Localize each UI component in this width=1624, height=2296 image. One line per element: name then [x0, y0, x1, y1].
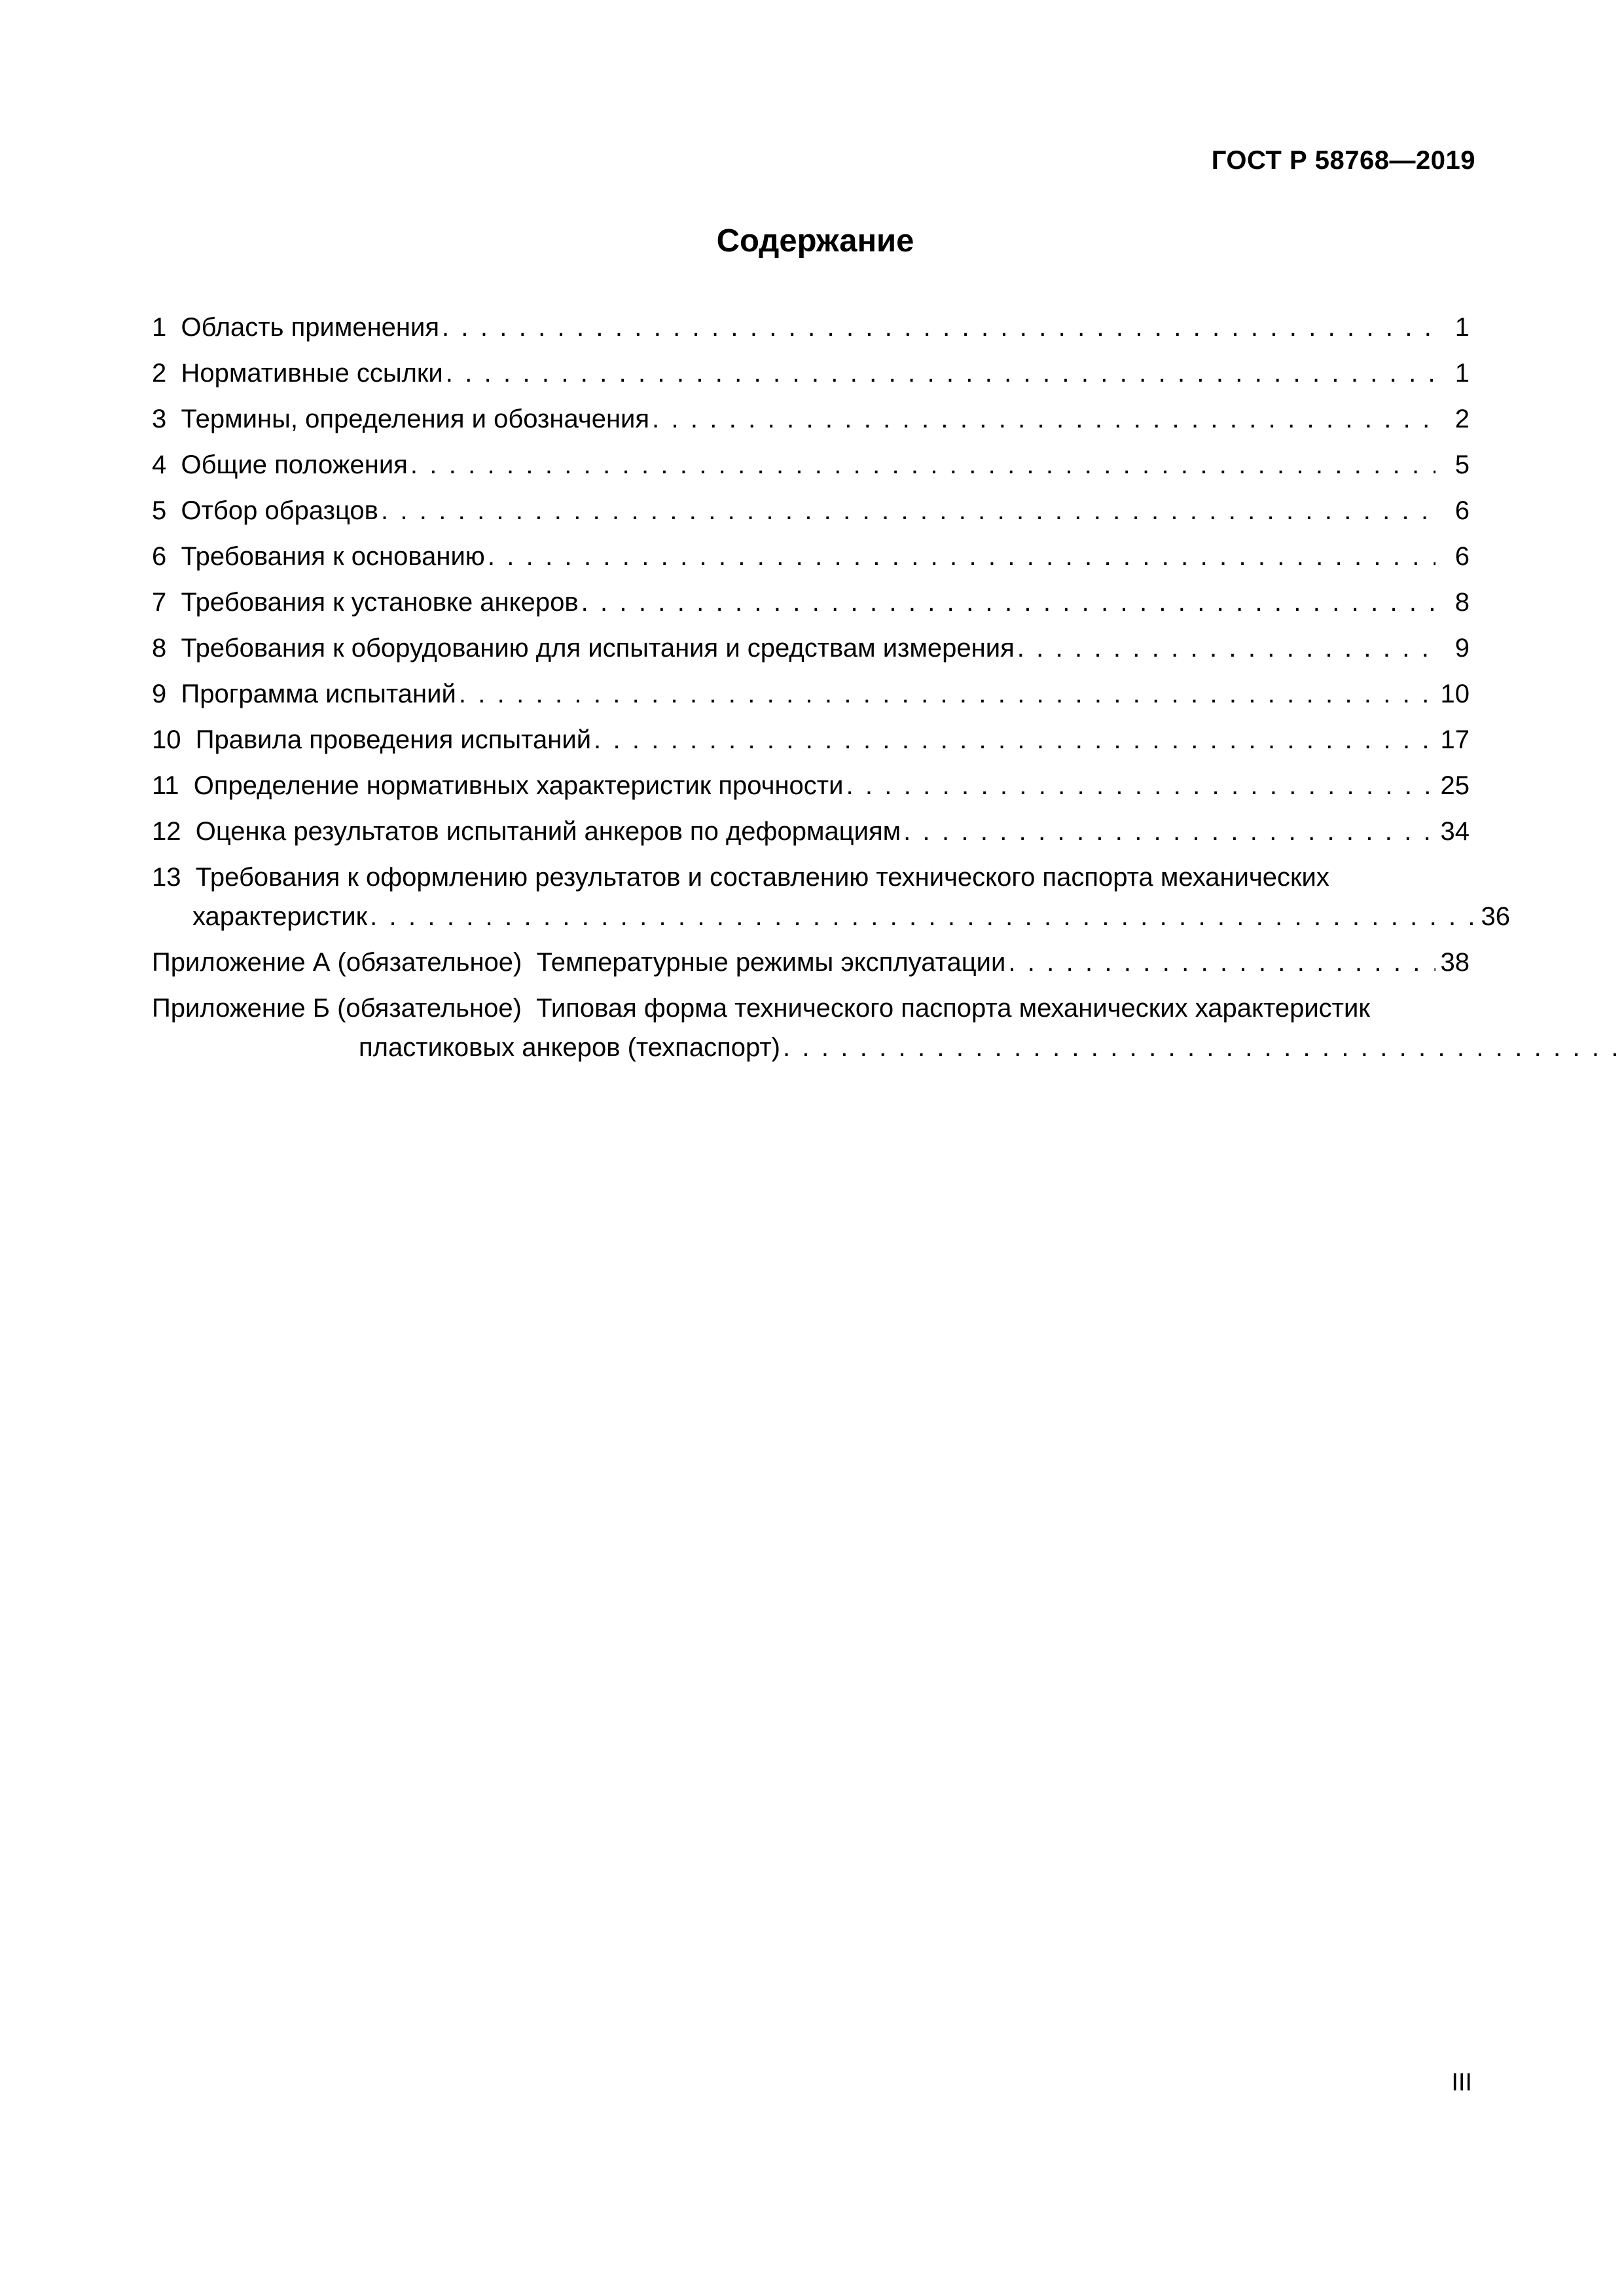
- appendix-label: Приложение Б (обязательное): [152, 994, 522, 1023]
- dot-leader: [488, 537, 1435, 576]
- toc-entry-number: 8: [152, 634, 167, 663]
- toc-entry-page: 9: [1454, 634, 1470, 663]
- toc-entry-title: Нормативные ссылки: [181, 359, 443, 388]
- toc-entry-6[interactable]: [152, 537, 1470, 576]
- toc-entry-number: 5: [152, 496, 167, 525]
- toc-entry-appendix-a[interactable]: [152, 943, 1470, 982]
- toc-entry-page: 5: [1454, 450, 1470, 479]
- toc-entry-number: 11: [152, 771, 179, 800]
- toc-entry-page: 8: [1454, 588, 1470, 617]
- toc-entry-number: 1: [152, 313, 167, 342]
- dot-leader: [459, 674, 1435, 714]
- toc-entry-number: 9: [152, 680, 167, 708]
- dot-leader: [903, 812, 1435, 851]
- toc-entry-page: 17: [1440, 725, 1470, 754]
- toc-entry-title: Термины, определения и обозначения: [181, 405, 650, 433]
- toc-entry-page: 1: [1454, 359, 1470, 388]
- dot-leader: [446, 354, 1435, 393]
- toc-entry-page: 34: [1440, 817, 1470, 846]
- toc-entry-number: 13: [152, 863, 181, 892]
- toc-title: Содержание: [716, 223, 914, 259]
- toc-entry-page: 10: [1440, 680, 1470, 708]
- toc-entry-title: Область применения: [181, 313, 439, 342]
- toc-entry-title: Требования к установке анкеров: [181, 588, 579, 617]
- toc-entry-7[interactable]: [152, 583, 1470, 622]
- dot-leader: [846, 766, 1435, 805]
- toc-entry-title: Температурные режимы эксплуатации: [536, 948, 1006, 977]
- toc-entry-3[interactable]: [152, 399, 1470, 439]
- toc-entry-title-line1: Требования к оформлению результатов и составлению технического паспорта механических: [195, 863, 1329, 892]
- toc-entry-9[interactable]: [152, 674, 1470, 714]
- toc-entry-page: 6: [1454, 496, 1470, 525]
- dot-leader: [442, 308, 1435, 347]
- dot-leader: [783, 1028, 1624, 1067]
- dot-leader: [381, 491, 1435, 530]
- toc-entry-title: Требования к оборудованию для испытания и средствам измерения: [181, 634, 1015, 663]
- toc-entry-number: 12: [152, 817, 181, 846]
- appendix-label: Приложение А (обязательное): [152, 948, 522, 977]
- toc-entry-11[interactable]: [152, 766, 1470, 805]
- toc-entry-page: 38: [1440, 948, 1470, 977]
- dot-leader: [594, 720, 1435, 759]
- toc-entry-number: 7: [152, 588, 167, 617]
- toc-entry-number: 2: [152, 359, 167, 388]
- toc-entry-number: 6: [152, 542, 167, 571]
- toc-entry-12[interactable]: [152, 812, 1470, 851]
- toc-entry-appendix-b[interactable]: [152, 989, 1470, 1067]
- toc-entry-number: 10: [152, 725, 181, 754]
- toc-entry-title: Общие положения: [181, 450, 408, 479]
- toc-entry-title: Определение нормативных характеристик прочности: [193, 771, 844, 800]
- toc-entry-4[interactable]: [152, 445, 1470, 484]
- dot-leader: [410, 445, 1435, 484]
- toc-entry-page: 2: [1454, 405, 1470, 433]
- toc-entry-2[interactable]: [152, 354, 1470, 393]
- toc-entry-title: Правила проведения испытаний: [195, 725, 592, 754]
- toc-entry-title: Требования к основанию: [181, 542, 485, 571]
- dot-leader: [1008, 943, 1435, 982]
- toc-entry-5[interactable]: [152, 491, 1470, 530]
- page-number: III: [1451, 2069, 1472, 2096]
- toc-entry-title: Программа испытаний: [181, 680, 456, 708]
- toc-entry-title-line2: пластиковых анкеров (техпаспорт): [359, 1033, 780, 1062]
- toc-entry-page: 1: [1454, 313, 1470, 342]
- toc-entry-page: 25: [1440, 771, 1470, 800]
- toc-entry-title-line2: характеристик: [192, 902, 368, 931]
- table-of-contents: [152, 308, 1510, 1074]
- toc-entry-number: 4: [152, 450, 167, 479]
- dot-leader: [581, 583, 1435, 622]
- toc-entry-10[interactable]: [152, 720, 1470, 759]
- toc-entry-page: 6: [1454, 542, 1470, 571]
- toc-entry-page: 36: [1481, 902, 1510, 931]
- toc-entry-13[interactable]: [152, 858, 1510, 936]
- toc-entry-number: 3: [152, 405, 167, 433]
- toc-entry-1[interactable]: [152, 308, 1470, 347]
- dot-leader: [652, 399, 1435, 439]
- dot-leader: [370, 897, 1476, 936]
- dot-leader: [1017, 629, 1435, 668]
- toc-entry-title: Отбор образцов: [181, 496, 378, 525]
- toc-entry-title-line1: Типовая форма технического паспорта механических характеристик: [536, 994, 1370, 1023]
- document-code: ГОСТ Р 58768—2019: [1211, 146, 1475, 175]
- toc-entry-8[interactable]: [152, 629, 1470, 668]
- toc-entry-title: Оценка результатов испытаний анкеров по деформациям: [195, 817, 901, 846]
